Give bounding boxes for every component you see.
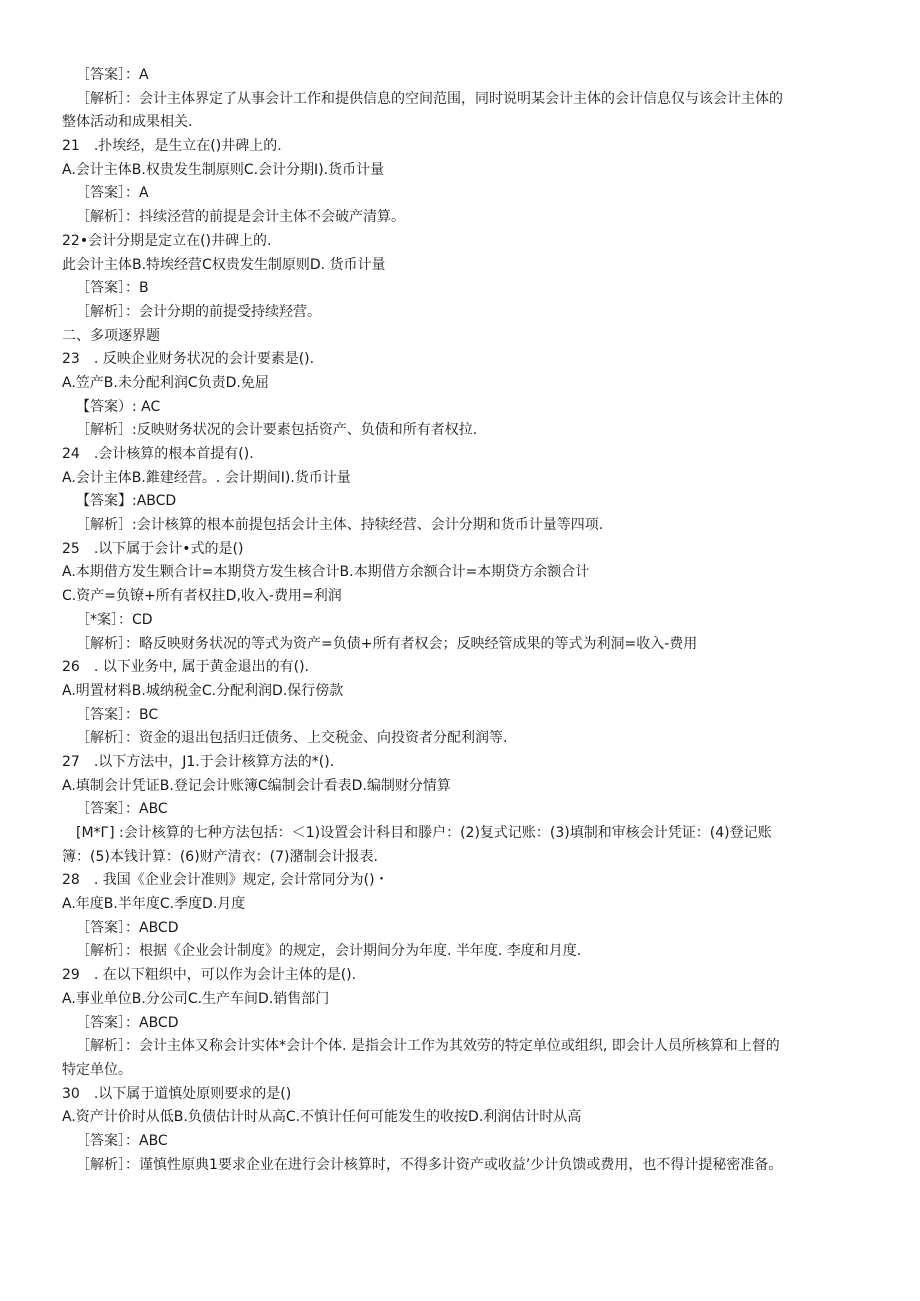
text-line: ［解析］:反映财务状况的会计要素包括资产、负债和所有者权拉.	[76, 422, 478, 439]
text-line: ［答案］：ABCD	[76, 919, 179, 936]
text-line: A.笠产B.未分配利润C负责D.免屈	[62, 374, 269, 391]
text-line: ［答案］：ABC	[76, 801, 168, 818]
text-line: [M*Г] :会计核算的七种方法包括：＜1)设置会计科目和滕户：(2)复式记账：(3)填制和审核会计凭证：(4)登记账	[76, 825, 772, 841]
text-line: 24 .会计核算的根本首提有().	[62, 446, 254, 462]
text-line: 此会计主体B.特埃经营C权贵发生制原则D. 货币计量	[62, 256, 386, 273]
text-line: ［解析］：会计主体界定了从事会计工作和提供信息的空间范围，同时说明某会计主体的会计信息仅与该会计主体的	[76, 90, 783, 107]
text-line: A.事业单位B.分公司C.生产车间D.销售部门	[62, 990, 330, 1007]
text-line: 29 . 在以下粗织中，可以作为会计主体的是().	[62, 967, 357, 984]
text-line: A.年度B.半年度C.季度D.月度	[62, 896, 246, 913]
text-line: 26 . 以下业务中, 属于黄金退出的有().	[62, 659, 309, 676]
text-line: 22•会计分期是定立在()井碑上的.	[62, 232, 272, 249]
text-line: ［解析］：会计主体又称会计实体*会计个体. 是指会计工作为其效劳的特定单位或组织, 即会计人员所核算和上督的	[76, 1038, 780, 1055]
text-line: ［解析］：略反映财务状况的等式为资产=负债+所有者权会；反映经管成果的等式为利洞=收入-费用	[76, 635, 698, 652]
text-line: ［答案］：BC	[76, 706, 159, 723]
text-line: ［答案］：A	[76, 185, 149, 202]
text-line: ［答案］：B	[76, 280, 149, 297]
text-line: A.填制会计凭证B.登记会计账簿C编制会计看表D.编制财分情算	[62, 777, 451, 794]
text-line: ［答案］：A	[76, 67, 149, 83]
text-line: 23 . 反映企业财务状况的会计要素是().	[62, 351, 315, 368]
text-line: ［解析］：谨慎性原典1要求企业在进行会计核算时，不得多计资产或收益’少计负馈或费用，也不得计提秘密准备。	[76, 1156, 783, 1173]
text-line: C.资产=负镣+所有者权拄D,收入-费用=利润	[62, 588, 342, 605]
document-body	[62, 64, 862, 1177]
text-line: ［解析］:会计核算的根本前提包括会计主体、持犊经营、会计分期和货币计量等四项.	[76, 517, 604, 534]
text-line: A.本期借方发生颗合计=本期贷方发生核合计B.本期借方余额合计=本期贷方余额合计	[62, 564, 590, 581]
text-line: A.资产计价时从低B.负债估计时从高C.不慎计任何可能发生的收按D.利润估计时从高	[62, 1109, 582, 1126]
text-line: 25 .以下属于会计•式的是()	[62, 540, 244, 557]
text-line: A.会计主体B.权贵发生制原则C.会计分期I).货币计量	[62, 161, 385, 178]
text-line: 21 .扑埃经，是生立在()井碑上的.	[62, 138, 282, 155]
text-line: 30 .以下属于道慎处原则要求的是()	[62, 1085, 292, 1102]
text-line: 二、多项逐界题	[62, 327, 160, 344]
text-line: 整体活动和成果相关.	[62, 114, 193, 131]
text-line: ［*案］：CD	[76, 611, 153, 628]
text-line: ［答案］：ABCD	[76, 1014, 179, 1031]
text-line: A.会计主体B.錐建经营。. 会计期间I).货币计量	[62, 469, 351, 486]
text-line: 27 .以下方法中，J1.于会计核算方法的*().	[62, 753, 335, 770]
text-line: ［答案］：ABC	[76, 1132, 168, 1149]
text-line: 【答案】:ABCD	[76, 493, 177, 510]
text-line: 特定单位。	[62, 1061, 132, 1078]
text-line: ［解析］：抖续泾营的前提是会计主体不会破产清算。	[76, 209, 405, 226]
text-line: ［解析］：会计分期的前提受持续羟营。	[76, 303, 321, 320]
text-line: ［解析］：根据《企业会计制度》的规定，会计期间分为年度. 半年度. 李度和月度.	[76, 943, 582, 960]
text-line: ［解析］：资金的退出包括归迁债务、上交税金、向投资者分配利润等.	[76, 730, 508, 747]
text-line: 【答案）: AC	[76, 398, 161, 415]
text-line: A.明置材料B.城纳税金C.分配利润D.保行傍款	[62, 682, 344, 699]
text-line: 簿：(5)本钱计算：(6)财产清衣：(7)潴制会计报表.	[62, 848, 378, 865]
text-line: 28 . 我国《企业会计准则》规定, 会计常同分为()・	[62, 872, 389, 889]
